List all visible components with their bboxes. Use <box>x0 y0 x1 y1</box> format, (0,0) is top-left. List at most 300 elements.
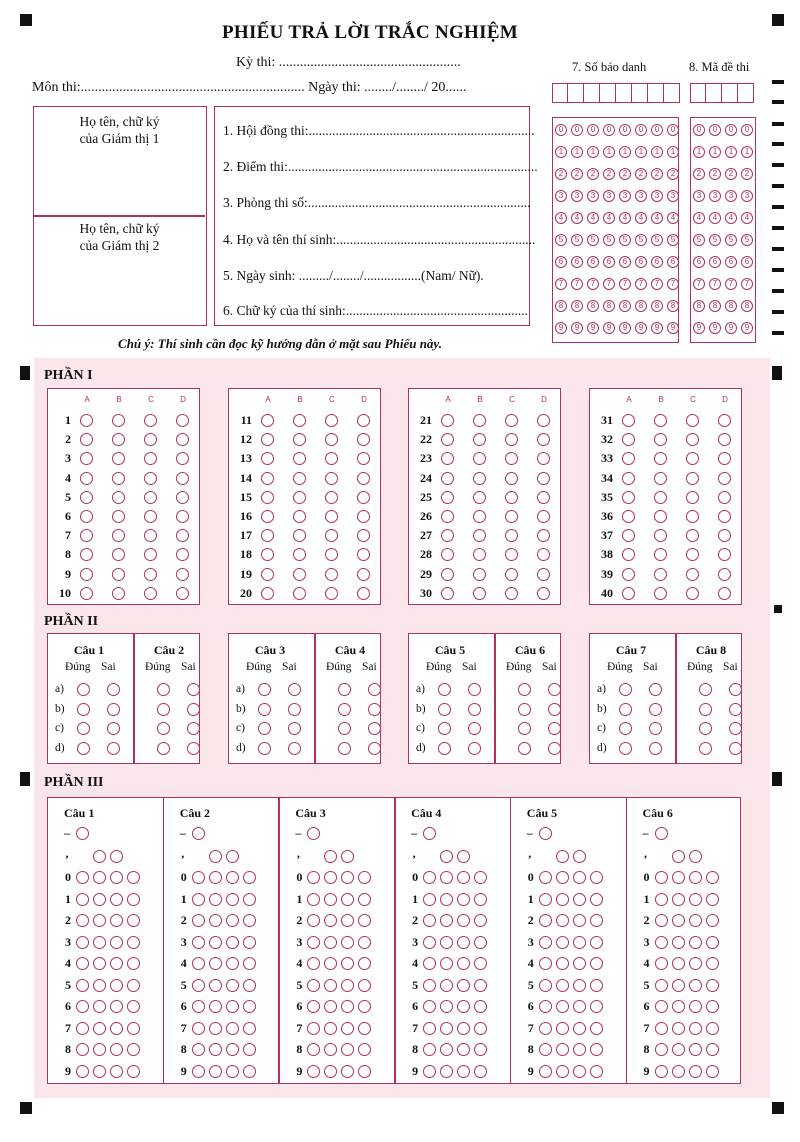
candidate-number-bubble[interactable]: 8 <box>619 300 631 312</box>
answer-bubble[interactable] <box>176 472 189 485</box>
answer-bubble[interactable] <box>357 510 370 523</box>
minus-bubble[interactable] <box>76 827 89 840</box>
digit-bubble[interactable] <box>457 1022 470 1035</box>
digit-bubble[interactable] <box>93 871 106 884</box>
exam-code-bubble[interactable]: 5 <box>693 234 705 246</box>
digit-bubble[interactable] <box>209 936 222 949</box>
digit-bubble[interactable] <box>457 957 470 970</box>
digit-bubble[interactable] <box>358 1022 371 1035</box>
comma-bubble[interactable] <box>93 850 106 863</box>
candidate-number-bubble[interactable]: 5 <box>635 234 647 246</box>
answer-bubble[interactable] <box>505 568 518 581</box>
digit-bubble[interactable] <box>93 936 106 949</box>
candidate-number-bubble[interactable]: 3 <box>667 190 679 202</box>
digit-bubble[interactable] <box>76 957 89 970</box>
digit-bubble[interactable] <box>307 936 320 949</box>
field-room-number[interactable]: 3. Phòng thi số:.................................................................. <box>223 195 531 210</box>
digit-bubble[interactable] <box>689 871 702 884</box>
digit-bubble[interactable] <box>127 893 140 906</box>
candidate-number-bubble[interactable]: 6 <box>571 256 583 268</box>
digit-bubble[interactable] <box>192 957 205 970</box>
answer-bubble[interactable] <box>144 491 157 504</box>
answer-bubble[interactable] <box>176 491 189 504</box>
candidate-number-bubble[interactable]: 4 <box>587 212 599 224</box>
false-bubble[interactable] <box>107 703 120 716</box>
digit-bubble[interactable] <box>689 1000 702 1013</box>
exam-code-bubble[interactable]: 9 <box>741 322 753 334</box>
digit-bubble[interactable] <box>474 1043 487 1056</box>
candidate-number-bubble[interactable]: 0 <box>571 124 583 136</box>
digit-bubble[interactable] <box>655 893 668 906</box>
answer-bubble[interactable] <box>537 587 550 600</box>
exam-code-bubble[interactable]: 1 <box>741 146 753 158</box>
true-bubble[interactable] <box>699 722 712 735</box>
candidate-number-bubble[interactable]: 6 <box>555 256 567 268</box>
answer-bubble[interactable] <box>357 587 370 600</box>
true-bubble[interactable] <box>518 683 531 696</box>
digit-bubble[interactable] <box>226 979 239 992</box>
digit-bubble[interactable] <box>226 871 239 884</box>
digit-bubble[interactable] <box>341 1022 354 1035</box>
candidate-number-digit-cell[interactable] <box>648 83 664 103</box>
true-bubble[interactable] <box>77 703 90 716</box>
exam-code-bubble[interactable]: 5 <box>741 234 753 246</box>
digit-bubble[interactable] <box>590 957 603 970</box>
false-bubble[interactable] <box>187 703 200 716</box>
false-bubble[interactable] <box>187 722 200 735</box>
digit-bubble[interactable] <box>573 1065 586 1078</box>
answer-bubble[interactable] <box>441 510 454 523</box>
true-bubble[interactable] <box>258 703 271 716</box>
candidate-number-bubble[interactable]: 4 <box>667 212 679 224</box>
digit-bubble[interactable] <box>93 979 106 992</box>
false-bubble[interactable] <box>729 703 742 716</box>
digit-bubble[interactable] <box>590 979 603 992</box>
digit-bubble[interactable] <box>423 871 436 884</box>
answer-bubble[interactable] <box>686 414 699 427</box>
digit-bubble[interactable] <box>655 1022 668 1035</box>
candidate-number-bubble[interactable]: 3 <box>587 190 599 202</box>
candidate-number-bubble[interactable]: 4 <box>635 212 647 224</box>
digit-bubble[interactable] <box>93 1022 106 1035</box>
digit-bubble[interactable] <box>243 1000 256 1013</box>
candidate-number-bubble[interactable]: 6 <box>603 256 615 268</box>
exam-code-digit-cell[interactable] <box>722 83 738 103</box>
answer-bubble[interactable] <box>537 472 550 485</box>
digit-bubble[interactable] <box>573 1000 586 1013</box>
digit-bubble[interactable] <box>556 914 569 927</box>
digit-bubble[interactable] <box>192 1000 205 1013</box>
digit-bubble[interactable] <box>539 936 552 949</box>
answer-bubble[interactable] <box>357 414 370 427</box>
answer-bubble[interactable] <box>325 510 338 523</box>
exam-code-bubble[interactable]: 3 <box>725 190 737 202</box>
answer-bubble[interactable] <box>357 472 370 485</box>
digit-bubble[interactable] <box>127 1043 140 1056</box>
answer-bubble[interactable] <box>176 414 189 427</box>
digit-bubble[interactable] <box>226 1065 239 1078</box>
candidate-number-bubble[interactable]: 6 <box>619 256 631 268</box>
digit-bubble[interactable] <box>423 893 436 906</box>
answer-bubble[interactable] <box>112 568 125 581</box>
digit-bubble[interactable] <box>110 1043 123 1056</box>
digit-bubble[interactable] <box>440 957 453 970</box>
answer-bubble[interactable] <box>718 472 731 485</box>
candidate-number-bubble[interactable]: 8 <box>603 300 615 312</box>
digit-bubble[interactable] <box>423 979 436 992</box>
digit-bubble[interactable] <box>440 1065 453 1078</box>
candidate-number-bubble[interactable]: 7 <box>619 278 631 290</box>
exam-code-bubble[interactable]: 0 <box>741 124 753 136</box>
candidate-number-bubble[interactable]: 9 <box>635 322 647 334</box>
digit-bubble[interactable] <box>243 871 256 884</box>
false-bubble[interactable] <box>729 742 742 755</box>
answer-bubble[interactable] <box>505 587 518 600</box>
digit-bubble[interactable] <box>539 979 552 992</box>
digit-bubble[interactable] <box>539 893 552 906</box>
digit-bubble[interactable] <box>474 1065 487 1078</box>
digit-bubble[interactable] <box>423 914 436 927</box>
candidate-number-bubble[interactable]: 2 <box>571 168 583 180</box>
answer-bubble[interactable] <box>293 587 306 600</box>
digit-bubble[interactable] <box>192 979 205 992</box>
minus-bubble[interactable] <box>423 827 436 840</box>
answer-bubble[interactable] <box>622 568 635 581</box>
digit-bubble[interactable] <box>474 936 487 949</box>
answer-bubble[interactable] <box>537 491 550 504</box>
digit-bubble[interactable] <box>573 914 586 927</box>
true-bubble[interactable] <box>338 722 351 735</box>
answer-bubble[interactable] <box>718 568 731 581</box>
digit-bubble[interactable] <box>110 1065 123 1078</box>
digit-bubble[interactable] <box>689 1043 702 1056</box>
digit-bubble[interactable] <box>226 893 239 906</box>
digit-bubble[interactable] <box>324 893 337 906</box>
exam-code-bubble[interactable]: 9 <box>693 322 705 334</box>
candidate-number-bubble[interactable]: 1 <box>603 146 615 158</box>
digit-bubble[interactable] <box>672 914 685 927</box>
false-bubble[interactable] <box>187 742 200 755</box>
digit-bubble[interactable] <box>209 1043 222 1056</box>
true-bubble[interactable] <box>518 703 531 716</box>
answer-bubble[interactable] <box>176 510 189 523</box>
field-date-of-birth[interactable]: 5. Ngày sinh: ........./......../.................(Nam/ Nữ). <box>223 268 484 283</box>
answer-bubble[interactable] <box>112 491 125 504</box>
digit-bubble[interactable] <box>573 979 586 992</box>
answer-bubble[interactable] <box>261 568 274 581</box>
digit-bubble[interactable] <box>423 936 436 949</box>
false-bubble[interactable] <box>468 722 481 735</box>
answer-bubble[interactable] <box>80 491 93 504</box>
candidate-number-bubble[interactable]: 7 <box>651 278 663 290</box>
digit-bubble[interactable] <box>76 1065 89 1078</box>
digit-bubble[interactable] <box>672 1022 685 1035</box>
field-exam-site[interactable]: 2. Điểm thi:.......................................................................... <box>223 159 538 174</box>
digit-bubble[interactable] <box>358 979 371 992</box>
false-bubble[interactable] <box>107 683 120 696</box>
candidate-number-bubble[interactable]: 3 <box>603 190 615 202</box>
minus-bubble[interactable] <box>539 827 552 840</box>
exam-code-bubble[interactable]: 1 <box>693 146 705 158</box>
digit-bubble[interactable] <box>706 936 719 949</box>
candidate-number-bubble[interactable]: 7 <box>667 278 679 290</box>
digit-bubble[interactable] <box>474 893 487 906</box>
digit-bubble[interactable] <box>358 893 371 906</box>
candidate-number-digit-cell[interactable] <box>584 83 600 103</box>
candidate-number-bubble[interactable]: 3 <box>619 190 631 202</box>
digit-bubble[interactable] <box>93 957 106 970</box>
digit-bubble[interactable] <box>127 1065 140 1078</box>
digit-bubble[interactable] <box>76 1043 89 1056</box>
digit-bubble[interactable] <box>127 979 140 992</box>
answer-bubble[interactable] <box>261 587 274 600</box>
candidate-number-bubble[interactable]: 8 <box>667 300 679 312</box>
exam-code-bubble[interactable]: 1 <box>709 146 721 158</box>
digit-bubble[interactable] <box>243 936 256 949</box>
answer-bubble[interactable] <box>80 472 93 485</box>
candidate-number-bubble[interactable]: 0 <box>619 124 631 136</box>
answer-bubble[interactable] <box>176 587 189 600</box>
false-bubble[interactable] <box>649 703 662 716</box>
candidate-number-bubble[interactable]: 9 <box>667 322 679 334</box>
digit-bubble[interactable] <box>307 1065 320 1078</box>
comma-bubble[interactable] <box>110 850 123 863</box>
answer-bubble[interactable] <box>441 472 454 485</box>
digit-bubble[interactable] <box>440 979 453 992</box>
digit-bubble[interactable] <box>127 914 140 927</box>
digit-bubble[interactable] <box>539 1065 552 1078</box>
digit-bubble[interactable] <box>423 1000 436 1013</box>
candidate-number-bubble[interactable]: 8 <box>651 300 663 312</box>
digit-bubble[interactable] <box>324 1022 337 1035</box>
digit-bubble[interactable] <box>539 1043 552 1056</box>
candidate-number-bubble[interactable]: 3 <box>555 190 567 202</box>
exam-code-bubble[interactable]: 6 <box>741 256 753 268</box>
digit-bubble[interactable] <box>127 871 140 884</box>
digit-bubble[interactable] <box>573 1043 586 1056</box>
digit-bubble[interactable] <box>706 893 719 906</box>
digit-bubble[interactable] <box>457 871 470 884</box>
digit-bubble[interactable] <box>324 979 337 992</box>
digit-bubble[interactable] <box>341 1065 354 1078</box>
digit-bubble[interactable] <box>110 1022 123 1035</box>
answer-bubble[interactable] <box>325 491 338 504</box>
answer-bubble[interactable] <box>112 587 125 600</box>
digit-bubble[interactable] <box>209 871 222 884</box>
answer-bubble[interactable] <box>261 414 274 427</box>
true-bubble[interactable] <box>518 742 531 755</box>
digit-bubble[interactable] <box>76 871 89 884</box>
candidate-number-bubble[interactable]: 8 <box>571 300 583 312</box>
candidate-number-bubble[interactable]: 9 <box>619 322 631 334</box>
digit-bubble[interactable] <box>127 1000 140 1013</box>
answer-bubble[interactable] <box>441 414 454 427</box>
candidate-number-bubble[interactable]: 3 <box>571 190 583 202</box>
answer-bubble[interactable] <box>473 510 486 523</box>
digit-bubble[interactable] <box>192 936 205 949</box>
answer-bubble[interactable] <box>293 414 306 427</box>
false-bubble[interactable] <box>649 722 662 735</box>
false-bubble[interactable] <box>649 683 662 696</box>
candidate-number-bubble[interactable]: 1 <box>555 146 567 158</box>
answer-bubble[interactable] <box>473 491 486 504</box>
answer-bubble[interactable] <box>325 587 338 600</box>
digit-bubble[interactable] <box>556 871 569 884</box>
exam-code-bubble[interactable]: 4 <box>741 212 753 224</box>
candidate-number-digit-cell[interactable] <box>600 83 616 103</box>
candidate-number-bubble[interactable]: 9 <box>587 322 599 334</box>
candidate-number-bubble[interactable]: 7 <box>587 278 599 290</box>
digit-bubble[interactable] <box>110 893 123 906</box>
digit-bubble[interactable] <box>324 936 337 949</box>
exam-code-bubble[interactable]: 0 <box>725 124 737 136</box>
answer-bubble[interactable] <box>537 414 550 427</box>
answer-bubble[interactable] <box>325 568 338 581</box>
exam-code-bubble[interactable]: 2 <box>693 168 705 180</box>
comma-bubble[interactable] <box>573 850 586 863</box>
field-exam-council[interactable]: 1. Hội đồng thi:................................................................... <box>223 123 535 138</box>
candidate-number-bubble[interactable]: 6 <box>587 256 599 268</box>
digit-bubble[interactable] <box>226 1043 239 1056</box>
true-bubble[interactable] <box>619 703 632 716</box>
field-candidate-name[interactable]: 4. Họ và tên thí sinh:........................................................... <box>223 232 536 247</box>
answer-bubble[interactable] <box>473 568 486 581</box>
digit-bubble[interactable] <box>590 1065 603 1078</box>
false-bubble[interactable] <box>729 722 742 735</box>
exam-code-bubble[interactable]: 7 <box>709 278 721 290</box>
exam-code-bubble[interactable]: 4 <box>693 212 705 224</box>
digit-bubble[interactable] <box>706 1000 719 1013</box>
answer-bubble[interactable] <box>654 491 667 504</box>
false-bubble[interactable] <box>288 742 301 755</box>
comma-bubble[interactable] <box>440 850 453 863</box>
exam-code-bubble[interactable]: 7 <box>741 278 753 290</box>
answer-bubble[interactable] <box>293 472 306 485</box>
digit-bubble[interactable] <box>689 936 702 949</box>
exam-code-bubble[interactable]: 2 <box>709 168 721 180</box>
digit-bubble[interactable] <box>76 893 89 906</box>
false-bubble[interactable] <box>468 742 481 755</box>
candidate-number-bubble[interactable]: 0 <box>635 124 647 136</box>
exam-code-bubble[interactable]: 8 <box>725 300 737 312</box>
digit-bubble[interactable] <box>474 871 487 884</box>
candidate-number-bubble[interactable]: 5 <box>667 234 679 246</box>
digit-bubble[interactable] <box>440 1043 453 1056</box>
answer-bubble[interactable] <box>80 510 93 523</box>
digit-bubble[interactable] <box>672 1065 685 1078</box>
exam-code-bubble[interactable]: 0 <box>709 124 721 136</box>
digit-bubble[interactable] <box>655 979 668 992</box>
answer-bubble[interactable] <box>441 491 454 504</box>
digit-bubble[interactable] <box>590 936 603 949</box>
digit-bubble[interactable] <box>672 957 685 970</box>
digit-bubble[interactable] <box>110 979 123 992</box>
true-bubble[interactable] <box>699 742 712 755</box>
digit-bubble[interactable] <box>93 1000 106 1013</box>
digit-bubble[interactable] <box>474 1022 487 1035</box>
answer-bubble[interactable] <box>473 414 486 427</box>
digit-bubble[interactable] <box>706 1065 719 1078</box>
true-bubble[interactable] <box>338 683 351 696</box>
true-bubble[interactable] <box>438 703 451 716</box>
exam-code-bubble[interactable]: 6 <box>725 256 737 268</box>
digit-bubble[interactable] <box>556 1022 569 1035</box>
answer-bubble[interactable] <box>505 414 518 427</box>
digit-bubble[interactable] <box>76 936 89 949</box>
digit-bubble[interactable] <box>93 1043 106 1056</box>
candidate-number-bubble[interactable]: 5 <box>603 234 615 246</box>
comma-bubble[interactable] <box>672 850 685 863</box>
digit-bubble[interactable] <box>539 1000 552 1013</box>
candidate-number-bubble[interactable]: 2 <box>635 168 647 180</box>
digit-bubble[interactable] <box>209 1000 222 1013</box>
candidate-number-bubble[interactable]: 2 <box>651 168 663 180</box>
exam-code-digit-cell[interactable] <box>690 83 706 103</box>
answer-bubble[interactable] <box>686 491 699 504</box>
answer-bubble[interactable] <box>144 568 157 581</box>
digit-bubble[interactable] <box>573 936 586 949</box>
digit-bubble[interactable] <box>226 957 239 970</box>
digit-bubble[interactable] <box>457 1065 470 1078</box>
answer-bubble[interactable] <box>686 472 699 485</box>
true-bubble[interactable] <box>619 742 632 755</box>
false-bubble[interactable] <box>368 722 381 735</box>
digit-bubble[interactable] <box>440 914 453 927</box>
field-candidate-signature[interactable]: 6. Chữ ký của thí sinh:...................................................... <box>223 303 529 318</box>
true-bubble[interactable] <box>619 722 632 735</box>
digit-bubble[interactable] <box>243 1065 256 1078</box>
exam-code-bubble[interactable]: 1 <box>725 146 737 158</box>
digit-bubble[interactable] <box>573 1022 586 1035</box>
candidate-number-digit-cell[interactable] <box>664 83 680 103</box>
answer-bubble[interactable] <box>112 472 125 485</box>
candidate-number-bubble[interactable]: 0 <box>555 124 567 136</box>
true-bubble[interactable] <box>338 742 351 755</box>
true-bubble[interactable] <box>77 722 90 735</box>
true-bubble[interactable] <box>77 683 90 696</box>
exam-code-bubble[interactable]: 4 <box>709 212 721 224</box>
digit-bubble[interactable] <box>556 936 569 949</box>
digit-bubble[interactable] <box>539 957 552 970</box>
digit-bubble[interactable] <box>590 914 603 927</box>
digit-bubble[interactable] <box>672 979 685 992</box>
digit-bubble[interactable] <box>243 979 256 992</box>
digit-bubble[interactable] <box>209 914 222 927</box>
answer-bubble[interactable] <box>718 414 731 427</box>
digit-bubble[interactable] <box>672 893 685 906</box>
digit-bubble[interactable] <box>243 914 256 927</box>
candidate-number-bubble[interactable]: 5 <box>619 234 631 246</box>
answer-bubble[interactable] <box>144 587 157 600</box>
answer-bubble[interactable] <box>112 510 125 523</box>
comma-bubble[interactable] <box>556 850 569 863</box>
answer-bubble[interactable] <box>112 414 125 427</box>
false-bubble[interactable] <box>368 703 381 716</box>
digit-bubble[interactable] <box>76 979 89 992</box>
answer-bubble[interactable] <box>622 510 635 523</box>
candidate-number-bubble[interactable]: 5 <box>571 234 583 246</box>
true-bubble[interactable] <box>77 742 90 755</box>
answer-bubble[interactable] <box>261 472 274 485</box>
digit-bubble[interactable] <box>192 1022 205 1035</box>
digit-bubble[interactable] <box>209 1022 222 1035</box>
answer-bubble[interactable] <box>654 414 667 427</box>
digit-bubble[interactable] <box>689 914 702 927</box>
candidate-number-bubble[interactable]: 4 <box>555 212 567 224</box>
digit-bubble[interactable] <box>110 914 123 927</box>
digit-bubble[interactable] <box>324 1065 337 1078</box>
digit-bubble[interactable] <box>573 957 586 970</box>
